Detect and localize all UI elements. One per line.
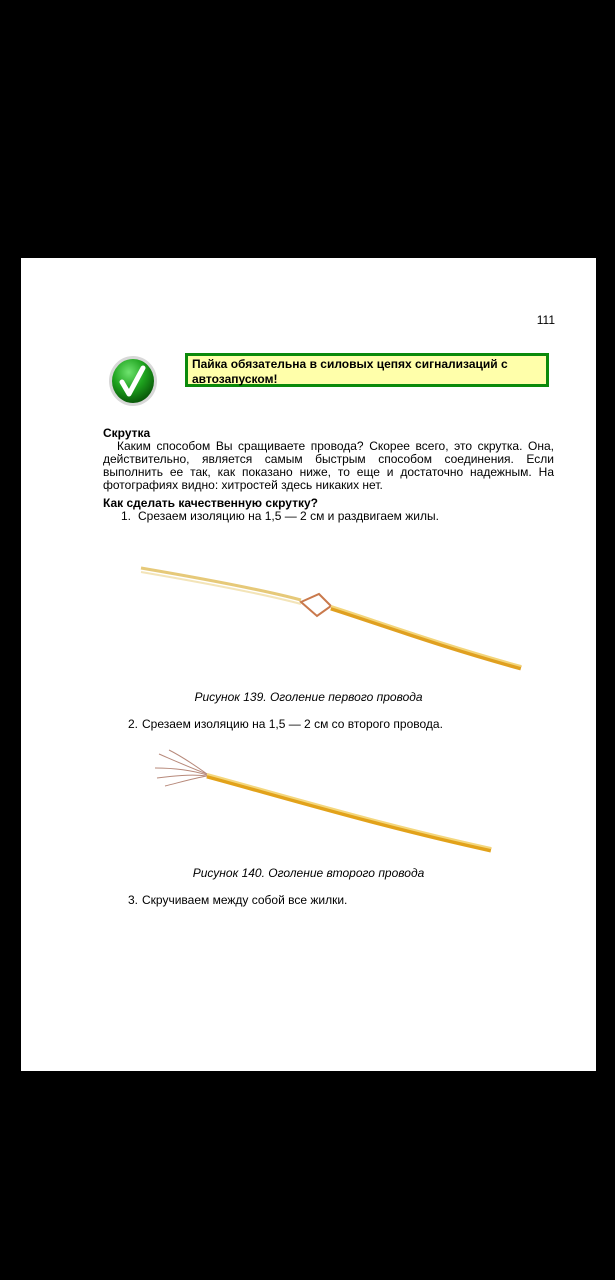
figure-caption: Рисунок 139. Оголение первого провода (194, 690, 423, 704)
wire-photo-2 (151, 746, 501, 856)
section-paragraph: Каким способом Вы сращиваете провода? Скорее всего, это скрутка. Она, действительно, является самым быстрым способом соединения. Если выполнить ее так, как показано ниже, то еще и достаточно надежным. На фотографиях видно: хитростей здесь никаких нет. (103, 439, 554, 492)
section-title: Скрутка (103, 426, 151, 440)
page-number: 111 (536, 313, 555, 327)
main-content (103, 427, 554, 523)
section-subtitle: Как сделать качественную скрутку? (103, 496, 318, 510)
step-text: Срезаем изоляцию на 1,5 — 2 см со второго провода. (142, 717, 443, 731)
list-item (103, 893, 347, 907)
step-number: 3. (127, 893, 138, 907)
important-note: Пайка обязательна в силовых цепях сигнализаций с автозапуском! (185, 353, 549, 387)
step-text: Скручиваем между собой все жилки. (142, 893, 348, 907)
figure-caption: Рисунок 140. Оголение второго провода (192, 866, 425, 880)
list-item (103, 717, 443, 731)
list-item (103, 510, 554, 523)
step-number: 1. (121, 509, 132, 523)
wire-photo-1 (121, 558, 541, 678)
step-text: Срезаем изоляцию на 1,5 — 2 см и раздвигаем жилы. (138, 509, 439, 523)
document-page (21, 258, 596, 1071)
step-number: 2. (127, 717, 138, 731)
check-icon (107, 354, 159, 408)
